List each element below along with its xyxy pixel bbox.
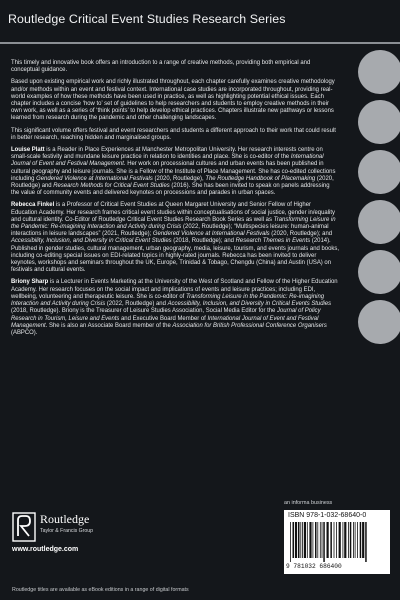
publisher-website: www.routledge.com xyxy=(12,546,79,553)
barcode-bar xyxy=(336,522,337,558)
circle-5 xyxy=(358,250,400,294)
barcode-bar xyxy=(334,522,335,558)
author-bio xyxy=(11,202,339,274)
barcode-bar xyxy=(344,522,346,558)
barcode-bar xyxy=(357,522,358,558)
barcode-bar xyxy=(350,522,352,558)
barcode-bar xyxy=(304,522,306,558)
blurb-paragraph: This timely and innovative book offers an introduction to a range of creative methods, providing both empirical and conceptual guidance. xyxy=(11,60,311,74)
bio-text: is a Reader in Place Experiences at Manchester Metropolitan University. Her research interests centre on small-scale festivity and mundane leisure practice in relation to identities and place. She is co-editor of the xyxy=(11,147,323,161)
barcode-bar xyxy=(320,522,321,558)
barcode-bar xyxy=(302,522,303,558)
author-name: Briony Sharp xyxy=(11,279,49,286)
barcode-bar xyxy=(300,522,301,558)
informa-tagline: an informa business xyxy=(284,500,333,506)
series-title: Routledge Critical Event Studies Research Series xyxy=(8,12,286,26)
blurb-paragraph: Based upon existing empirical work and richly illustrated throughout, each chapter carefully examines creative methodology and/or methods within an event and festival context. International case studies are incorporated throughout, providing real-world examples of how these methods have been used in practice, as well as highlighting potential ethical issues. Each chapter includes a concise ‘how to’ set of guidelines to help researchers and students to employ creative methods in their own work, as well as a series of ‘think points’ to help develop ethical practices. Chapters illustrate new pathways or lessons learned from research during the pandemic and other challenging landscapes. xyxy=(11,79,335,122)
barcode-graphic xyxy=(288,522,384,562)
bio-text: is a Lecturer in Events Marketing at the University of the West of Scotland and Fellow of the Higher Education Academy. Her research focuses on the social impact and implications of events and leisure practices; including EDI, wellbeing, volunteering and therapeutic leisure. She is co-editor of xyxy=(11,279,338,300)
publisher-logo xyxy=(12,510,122,550)
author-bio xyxy=(11,279,339,337)
publication-title: Gendered Violence at International Festivals xyxy=(152,231,270,238)
barcode-bar xyxy=(307,522,308,558)
barcode-bar xyxy=(323,522,325,562)
publisher-subtitle: Taylor & Francis Group xyxy=(40,528,94,534)
routledge-emblem-icon xyxy=(12,512,36,542)
bio-text: (2022, Routledge) and xyxy=(105,301,168,308)
author-name: Rebecca Finkel xyxy=(11,202,55,209)
bio-text: and Executive Board Member of xyxy=(119,315,208,322)
circle-1 xyxy=(358,50,400,94)
barcode-bar xyxy=(295,522,297,558)
barcode-digits: 9 781032 686400 xyxy=(286,563,342,570)
publication-title: Journal of Policy Research in Tourism, Leisure and Events xyxy=(11,308,321,322)
circle-3 xyxy=(358,150,400,194)
publication-title: Association for British Professional Conference Organisers xyxy=(172,322,327,329)
bio-text: (2018, Routledge); and xyxy=(171,238,236,245)
author-bios xyxy=(11,147,339,337)
bio-text: . Her work on processional cultures and urban events has been published in cultural geography and leisure journals. She is a Fellow of the Institute of Place Management. She has co-edited collections including xyxy=(11,161,336,182)
circle-6 xyxy=(358,300,400,344)
barcode-bar xyxy=(330,522,332,558)
publication-title: International Journal of Event and Festival Management xyxy=(11,154,324,168)
bio-text: (2020, Routledge); and xyxy=(269,231,333,238)
barcode-bar xyxy=(353,522,354,558)
bio-text: (ABPCO). xyxy=(11,329,38,336)
barcode-bar xyxy=(322,522,323,558)
bio-text: (2018, Routledge). Briony is the Treasurer of Leisure Studies Association, Social Media Editor for the xyxy=(11,308,278,315)
bio-text: . She is also an Associate Board member of the xyxy=(45,322,173,329)
barcode-bar xyxy=(290,522,291,562)
bio-text: (2020, Routledge), xyxy=(152,175,206,182)
barcode-bar xyxy=(293,522,295,558)
publisher-name: Routledge xyxy=(40,512,90,526)
barcode-bar xyxy=(315,522,317,558)
barcode-bar xyxy=(343,522,344,558)
bio-text: (2016). She has been invited to speak on panels addressing the value of community events and delivered keynotes on processions and parades in urban spaces. xyxy=(11,183,330,197)
barcode-bar xyxy=(298,522,300,558)
bio-text: (2020, Routledge) and xyxy=(11,175,334,190)
bio-text: is a Professor of Critical Event Studies at Queen Margaret University and Senior Fellow of Higher Education Academy. Her research frames critical event studies within conceptualisations of social justice, gender in/equality and cultural identity. Co-Editor of Routledge Critical Event Studies Research Book Series as well as xyxy=(11,202,335,223)
barcode-bar xyxy=(313,522,314,558)
author-name: Louise Platt xyxy=(11,147,45,154)
circle-2 xyxy=(358,100,400,144)
isbn-number: ISBN 978-1-032-68640-0 xyxy=(288,512,367,519)
back-cover-text xyxy=(11,60,339,342)
barcode-bar xyxy=(360,522,362,558)
publication-title: International Journal of Event and Festival Management xyxy=(11,315,319,329)
barcode-bar xyxy=(362,522,364,558)
publication-title: Transforming Leisure in the Pandemic: Re-imagining Interaction and Activity during Crisis xyxy=(11,293,325,308)
barcode-bar xyxy=(317,522,318,558)
cover-footer xyxy=(0,500,400,600)
publication-title: Transforming Leisure in the Pandemic: Re-imagining Interaction and Activity during Crisis xyxy=(11,216,336,231)
blurb-paragraph: This significant volume offers festival and event researchers and students a different approach to their work that could result in better research, reaching hidden and marginalised groups. xyxy=(11,127,336,141)
circle-4 xyxy=(358,200,400,244)
ebook-note: Routledge titles are available as eBook editions in a range of digital formats xyxy=(12,587,189,593)
barcode-bar xyxy=(365,522,367,562)
barcode-bar xyxy=(355,522,356,558)
publication-title: Research Themes in Events xyxy=(235,238,311,245)
publication-title: Accessibility, Inclusion, and Diversity in Critical Events Studies xyxy=(167,301,332,308)
publication-title: Research Methods for Critical Event Studies xyxy=(53,183,170,190)
header-divider xyxy=(0,42,400,44)
barcode-bar xyxy=(348,522,349,558)
barcode-bar xyxy=(339,522,341,558)
publication-title: The Routledge Handbook of Placemaking xyxy=(205,175,316,182)
bio-text: (2014). Published in gender studies, cultural management, urban geography, media, leisure, tourism, and events journals and books, including co-editing special issues on EDI-related topics in highly-rated journals. Rebecca has been invited to deliver keynotes, workshops and seminars throughout the UK, Europe, Trinidad & Tobago, Chengdu (China) and Austin (USA) on festivals and cultural events. xyxy=(11,238,339,274)
barcode-panel xyxy=(284,510,390,574)
bio-text: (2022, Routledge); “Multispecies leisure: human-animal interactions in leisure landscapes” (2021, Routledge); xyxy=(11,224,329,238)
series-header xyxy=(0,0,400,46)
barcode-bar xyxy=(327,522,329,558)
publication-title: Accessibility, Inclusion, and Diversity in Critical Event Studies xyxy=(11,238,172,245)
author-bio xyxy=(11,147,339,197)
publication-title: Gendered Violence at International Festivals xyxy=(36,175,153,182)
barcode-bar xyxy=(309,522,311,558)
